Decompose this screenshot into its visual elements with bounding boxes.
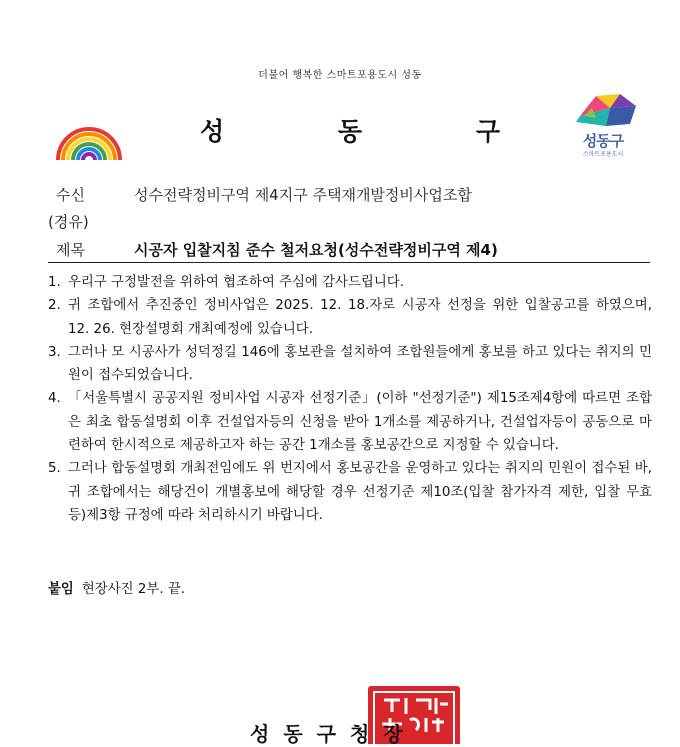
recipient-row <box>56 184 85 205</box>
recipient-value: 성수전략정비구역 제4지구 주택재개발정비사업조합 <box>134 186 472 204</box>
seongdong-brand-logo <box>566 92 640 162</box>
title-char: 성 <box>200 117 225 146</box>
brand-mark-icon <box>566 92 640 132</box>
subject-value: 시공자 입찰지침 준수 철저요청(성수전략정비구역 제4) <box>134 241 498 259</box>
body-list <box>48 271 652 527</box>
via-label: (경유) <box>48 213 89 231</box>
list-item: 5. 그러나 합동설명회 개최전임에도 위 번지에서 홍보공간을 운영하고 있다는 취지의 민원이 접수된 바, 귀 조합에서는 해당건이 개별홍보에 해당할 경우 선정기준 제10조(입찰 참가자격 제한, 입찰 무효 등)제3항 규정에 따라 처리하시기 바랍니다. <box>48 461 652 523</box>
list-item: 2. 귀 조합에서 추진중인 정비사업은 2025. 12. 18.자로 시공자 선정을 위한 입찰공고를 하였으며, 12. 26. 현장설명회 개최예정에 있습니다. <box>48 298 652 337</box>
brand-name: 성동구 <box>582 132 624 150</box>
document-title <box>200 112 500 146</box>
list-item: 3. 그러나 모 시공사가 성덕정길 146에 홍보관을 설치하여 조합원들에게 홍보를 하고 있다는 취지의 민원이 접수되었습니다. <box>48 344 652 384</box>
recipient-label: 수신 <box>56 186 85 204</box>
attachment-label: 붙임 <box>48 582 74 597</box>
header-divider <box>48 262 650 263</box>
rainbow-logo-icon <box>52 98 126 162</box>
attachment-line <box>48 578 185 597</box>
attachment-text: 현장사진 2부. 끝. <box>81 582 186 597</box>
title-char: 동 <box>337 117 363 146</box>
list-item: 1. 우리구 구정발전을 위하여 협조하여 주심에 감사드립니다. <box>48 275 404 290</box>
brand-subtitle: 스마트포용도시 <box>582 151 624 158</box>
issuer-name: 성동구청장 <box>250 722 417 746</box>
slogan: 더불어 행복한 스마트포용도시 성동 <box>258 70 422 81</box>
subject-label: 제목 <box>56 241 85 259</box>
list-item: 4. 「서울특별시 공공지원 정비사업 시공자 선정기준」(이하 "선정기준") 제15조제4항에 따르면 조합은 최초 합동설명회 이후 건설업자등의 신청을 받아 1개소를 제공하거나, 건설업자등이 공동으로 마련하여 한시적으로 제공하고자 하는 공간 1개소를 홍보공간으로 지정할 수 있습니다. <box>48 391 652 454</box>
title-char: 구 <box>475 117 500 146</box>
